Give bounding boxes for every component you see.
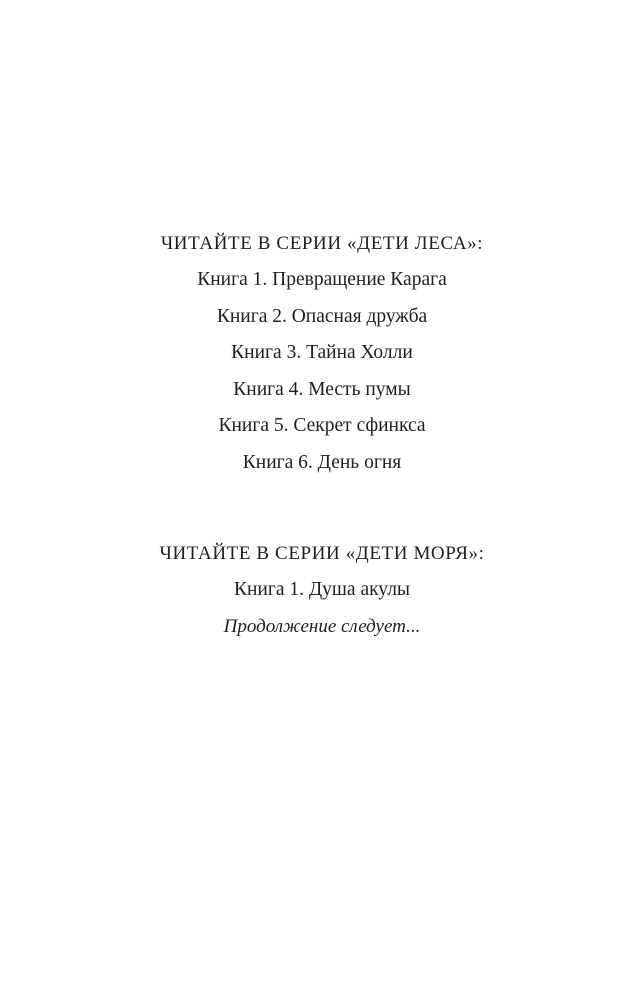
- book-title: Книга 3. Тайна Холли: [231, 342, 413, 364]
- book-title: Книга 1. Превращение Карага: [197, 269, 447, 290]
- series-forest-section: [0, 226, 644, 482]
- series-sea-heading: ЧИТАЙТЕ В СЕРИИ «ДЕТИ МОРЯ»:: [159, 543, 485, 564]
- series-forest-book-list: [0, 262, 644, 482]
- series-forest-heading: ЧИТАЙТЕ В СЕРИИ «ДЕТИ ЛЕСА»:: [160, 233, 484, 254]
- book-title: Книга 4. Месть пумы: [233, 378, 411, 400]
- book-title: Книга 5. Секрет сфинкса: [218, 415, 426, 437]
- series-sea-book-list: [0, 572, 644, 609]
- book-title: Книга 1. Душа акулы: [233, 579, 411, 600]
- to-be-continued-note: Продолжение следует...: [223, 615, 421, 637]
- book-title: Книга 2. Опасная дружба: [216, 305, 428, 327]
- book-title: Книга 6. День огня: [242, 451, 402, 473]
- series-sea-section: [0, 536, 644, 645]
